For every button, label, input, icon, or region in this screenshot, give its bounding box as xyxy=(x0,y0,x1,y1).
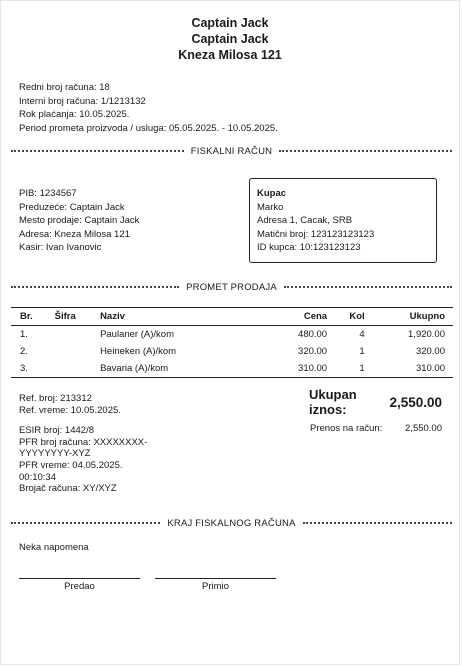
seller-adresa: Adresa: Kneza Milosa 121 xyxy=(19,228,130,240)
seller-mesto: Mesto prodaje: Captain Jack xyxy=(19,215,140,227)
header-line-1: Captain Jack xyxy=(191,16,269,30)
header-line-3: Kneza Milosa 121 xyxy=(178,48,282,62)
invoice-meta xyxy=(19,81,278,135)
buyer-title: Kupac xyxy=(257,188,287,199)
table-row xyxy=(11,360,453,378)
prenos-label: Prenos na račun: xyxy=(310,423,383,434)
signature-primio xyxy=(155,578,276,592)
rok-placanja: Rok plaćanja: 10.05.2025. xyxy=(19,109,130,121)
ref-broj: Ref. broj: 213312 xyxy=(19,393,92,404)
brojac-racuna: Brojač računa: XY/XYZ xyxy=(19,483,117,495)
buyer-id: ID kupca: 10:123123123 xyxy=(257,242,361,254)
signature-primio-label: Primio xyxy=(202,581,229,592)
signature-predao xyxy=(19,578,140,592)
cell-ukupno: 320.00 xyxy=(415,346,445,357)
items-table xyxy=(11,307,453,378)
pfr-vreme: PFR vreme: 04.05.2025. 00:10:34 xyxy=(19,459,123,483)
cell-br: 1. xyxy=(20,329,28,340)
fiscal-references xyxy=(19,393,154,495)
header-line-2: Captain Jack xyxy=(191,32,269,46)
period-prometa: Period prometa proizvoda / usluga: 05.05.2025. - 10.05.2025. xyxy=(19,122,278,134)
separator-kraj xyxy=(11,518,452,528)
col-br: Br. xyxy=(11,308,55,326)
cell-br: 2. xyxy=(20,346,28,357)
separator-dash xyxy=(279,150,452,152)
ref-vreme: Ref. vreme: 10.05.2025. xyxy=(19,404,121,416)
cell-sifra xyxy=(55,343,100,360)
prenos-value: 2,550.00 xyxy=(405,423,442,434)
cell-sifra xyxy=(55,360,100,378)
buyer-maticni-broj: Matični broj: 123123123123 xyxy=(257,228,375,240)
section-kraj-racuna: KRAJ FISKALNOG RAČUNA xyxy=(167,517,296,529)
seller-info xyxy=(19,187,139,255)
cell-naziv: Heineken (A)/kom xyxy=(100,346,177,357)
table-row xyxy=(11,343,453,360)
col-sifra: Šifra xyxy=(55,308,100,326)
separator-fiskalni xyxy=(11,146,452,156)
cell-cena: 320.00 xyxy=(298,346,328,357)
buyer-address: Adresa 1, Cacak, SRB xyxy=(257,215,353,227)
cell-kol: 1 xyxy=(359,346,365,357)
interni-broj: Interni broj računa: 1/1213132 xyxy=(19,95,146,107)
esir-broj: ESIR broj: 1442/8 xyxy=(19,425,94,437)
cell-kol: 4 xyxy=(359,329,365,340)
cell-ukupno: 1,920.00 xyxy=(408,329,445,340)
separator-promet xyxy=(11,282,452,292)
col-ukupno: Ukupno xyxy=(365,308,453,326)
spacer xyxy=(19,416,154,425)
signature-predao-label: Predao xyxy=(64,581,95,592)
table-row xyxy=(11,326,453,344)
redni-broj: Redni broj računa: 18 xyxy=(19,82,110,93)
cell-cena: 480.00 xyxy=(298,329,328,340)
cell-kol: 1 xyxy=(327,360,365,378)
section-fiskalni-racun: FISKALNI RAČUN xyxy=(190,145,273,157)
cell-ukupno: 310.00 xyxy=(365,360,453,378)
seller-preduzece: Preduzeće: Captain Jack xyxy=(19,201,125,213)
total-label: Ukupan iznos: xyxy=(309,387,357,417)
buyer-box xyxy=(249,178,437,263)
col-cena: Cena xyxy=(242,308,327,326)
cell-naziv: Bavaria (A)/kom xyxy=(100,360,242,378)
col-naziv: Naziv xyxy=(100,308,242,326)
seller-kasir: Kasir: Ivan Ivanovic xyxy=(19,242,102,254)
receipt-header xyxy=(1,15,459,63)
cell-cena: 310.00 xyxy=(242,360,327,378)
total-value: 2,550.00 xyxy=(389,395,442,410)
pfr-broj-racuna: PFR broj računa: XXXXXXXX-YYYYYYYY-XYZ xyxy=(19,436,148,460)
section-promet-prodaja: PROMET PRODAJA xyxy=(186,281,277,293)
separator-dash xyxy=(284,286,452,288)
buyer-name: Marko xyxy=(257,201,284,213)
cell-br: 3. xyxy=(11,360,55,378)
separator-dash xyxy=(303,522,452,524)
seller-pib: PIB: 1234567 xyxy=(19,188,77,199)
cell-sifra xyxy=(55,326,100,344)
separator-dash xyxy=(11,150,184,152)
separator-dash xyxy=(11,286,179,288)
table-header-row xyxy=(11,308,453,326)
col-kol: Kol xyxy=(327,308,365,326)
note-text: Neka napomena xyxy=(19,542,89,553)
cell-naziv: Paulaner (A)/kom xyxy=(100,329,174,340)
separator-dash xyxy=(11,522,160,524)
